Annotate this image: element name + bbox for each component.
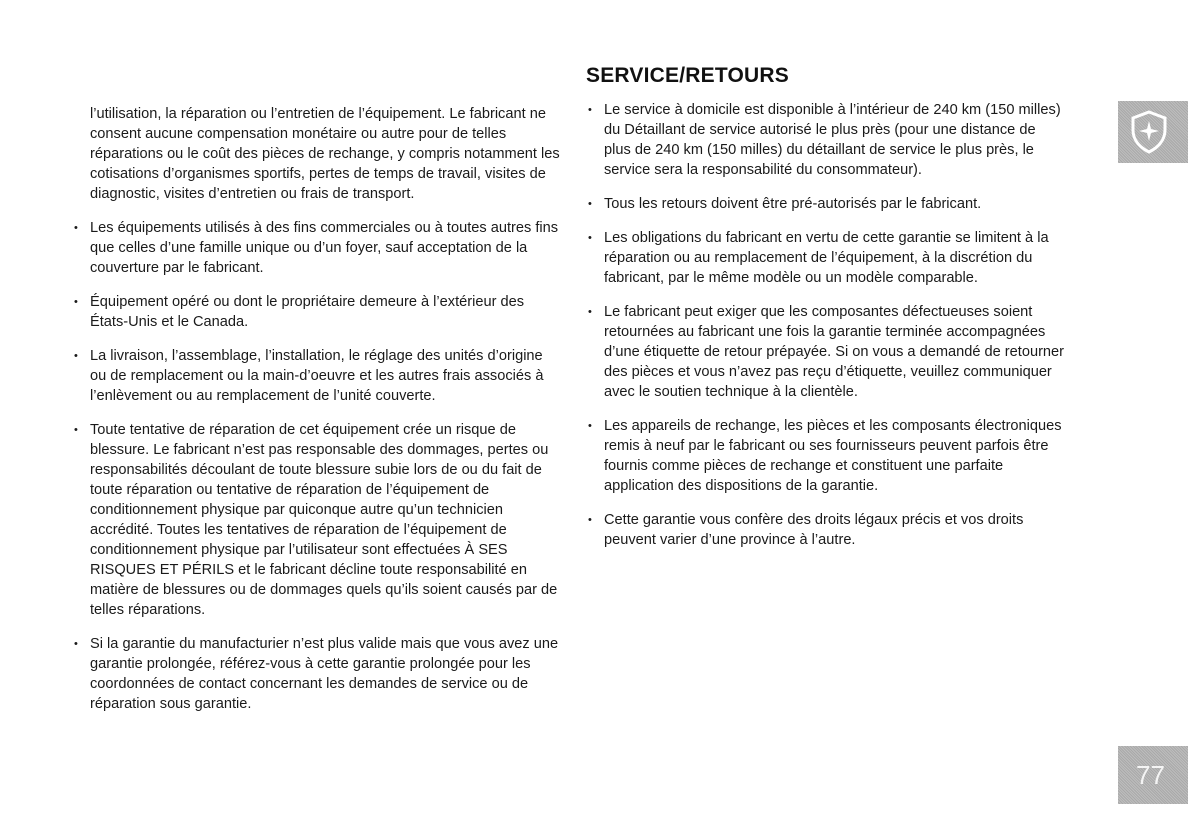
right-column [586,66,1066,564]
list-item: • Les équipements utilisés à des fins commerciales ou à toutes autres fins que celles d’une famille unique ou d’un foyer, sauf acceptation de la couverture par le fabricant. [72,218,562,278]
section-title: SERVICE/RETOURS [586,64,789,87]
page-number: 77 [1136,759,1165,790]
left-column [72,104,562,728]
intro-paragraph: l’utilisation, la réparation ou l’entretien de l’équipement. Le fabricant ne consent aucune compensation monétaire ou autre pour de telles réparations ou le coût des pièces de rechange, y compris notamment les cotisations d’organismes sportifs, pertes de temps de travail, visites de diagnostic, visites d’entretien ou frais de transport. [90,106,560,202]
left-bullet-list [72,218,562,714]
list-item: • Tous les retours doivent être pré-autorisés par le fabricant. [586,194,1066,214]
list-item: • Cette garantie vous confère des droits légaux précis et vos droits peuvent varier d’une province à l’autre. [586,510,1066,550]
shield-plus-icon [1130,110,1168,154]
page-number-tab [1118,746,1188,804]
list-item: • Le service à domicile est disponible à l’intérieur de 240 km (150 milles) du Détaillant de service autorisé le plus près (pour une distance de plus de 240 km (150 milles) du détaillant de service le plus près, le service sera la responsabilité du consommateur). [586,100,1066,180]
list-item: • La livraison, l’assemblage, l’installation, le réglage des unités d’origine ou de remplacement ou la main-d’oeuvre et les autres frais associés à l’enlèvement ou au remplacement de l’unité couverte. [72,346,562,406]
list-item: • Les appareils de rechange, les pièces et les composants électroniques remis à neuf par le fabricant ou ses fournisseurs peuvent parfois être fournis comme pièces de rechange et constituent une parfaite application des dispositions de la garantie. [586,416,1066,496]
right-bullet-list [586,100,1066,550]
list-item: • Toute tentative de réparation de cet équipement crée un risque de blessure. Le fabricant n’est pas responsable des dommages, pertes ou responsabilités découlant de toute blessure subie lors de ou du fait de toute réparation ou tentative de réparation de l’équipement de conditionnement physique par quiconque autre qu’un technicien accrédité. Toutes les tentatives de réparation de l’équipement de conditionnement physique par l’utilisateur sont effectuées À SES RISQUES ET PÉRILS et le fabricant décline toute responsabilité en matière de blessures ou de dommages quels qu’ils soient causés par de telles réparations. [72,420,562,620]
list-item: • Les obligations du fabricant en vertu de cette garantie se limitent à la réparation ou au remplacement de l’équipement, à la discrétion du fabricant, par le même modèle ou un modèle comparable. [586,228,1066,288]
list-item: • Le fabricant peut exiger que les composantes défectueuses soient retournées au fabricant une fois la garantie terminée accompagnées d’une étiquette de retour prépayée. Si on vous a demandé de retourner des pièces et vous n’avez pas reçu d’étiquette, veuillez communiquer avec le soutien technique à la clientèle. [586,302,1066,402]
section-tab [1118,101,1188,163]
list-item: • Équipement opéré ou dont le propriétaire demeure à l’extérieur des États-Unis et le Canada. [72,292,562,332]
list-item: • Si la garantie du manufacturier n’est plus valide mais que vous avez une garantie prolongée, référez-vous à cette garantie prolongée pour les coordonnées de contact concernant les demandes de service ou de réparation sous garantie. [72,634,562,714]
